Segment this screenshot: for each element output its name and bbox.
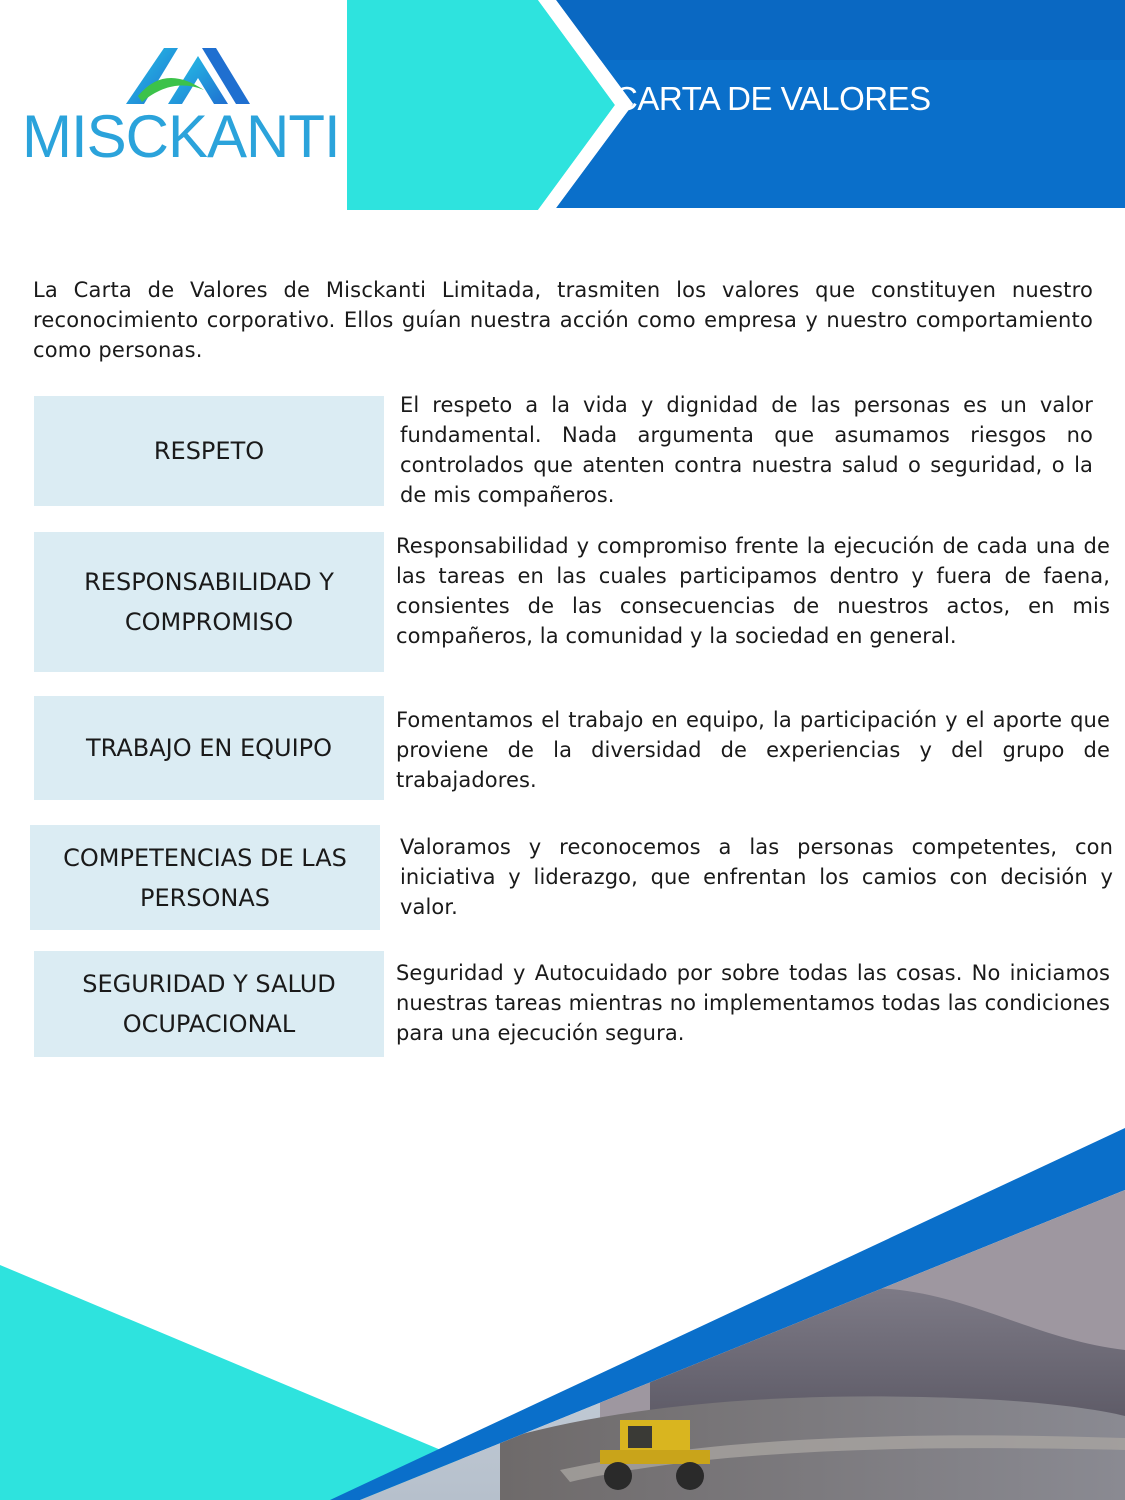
- header-blue-shade: [556, 0, 1125, 60]
- footer-banner: [0, 1120, 1125, 1500]
- company-logo: [18, 38, 338, 173]
- intro-paragraph: La Carta de Valores de Misckanti Limitada, trasmiten los valores que constituyen nuestro reconocimiento corporativo. Ellos guían nuestra acción como empresa y nuestro comportamiento como personas.: [33, 278, 1093, 362]
- value-label-respeto: RESPETO: [34, 396, 384, 506]
- value-label-competencias: COMPETENCIAS DE LAS PERSONAS: [30, 825, 380, 930]
- value-description-responsabilidad: Responsabilidad y compromiso frente la ejecución de cada una de las tareas en las cuales participamos dentro y fuera de faena, consientes de las consecuencias de nuestros actos, en mis compañeros, la comunidad y la sociedad en general.: [396, 534, 1110, 648]
- brand-name: MISCKANTI: [22, 103, 340, 170]
- value-label-seguridad: SEGURIDAD Y SALUD OCUPACIONAL: [34, 951, 384, 1057]
- value-description-seguridad: Seguridad y Autocuidado por sobre todas las cosas. No iniciamos nuestras tareas mientras no implementamos todas las condiciones para una ejecución segura.: [396, 961, 1110, 1045]
- mountain-logo-icon: [18, 38, 338, 108]
- value-label-responsabilidad: RESPONSABILIDAD Y COMPROMISO: [34, 532, 384, 672]
- value-label-trabajo-en-equipo: TRABAJO EN EQUIPO: [34, 696, 384, 800]
- value-description-trabajo-en-equipo: Fomentamos el trabajo en equipo, la participación y el aporte que proviene de la diversidad de experiencias y del grupo de trabajadores.: [396, 708, 1110, 792]
- value-description-competencias: Valoramos y reconocemos a las personas competentes, con iniciativa y liderazgo, que enfrentan los camios con decisión y valor.: [400, 835, 1113, 919]
- value-description-respeto: El respeto a la vida y dignidad de las personas es un valor fundamental. Nada argumenta que asumamos riesgos no controlados que atenten contra nuestra salud o seguridad, o la de mis compañeros.: [400, 393, 1093, 507]
- page-title: CARTA DE VALORES: [614, 80, 931, 117]
